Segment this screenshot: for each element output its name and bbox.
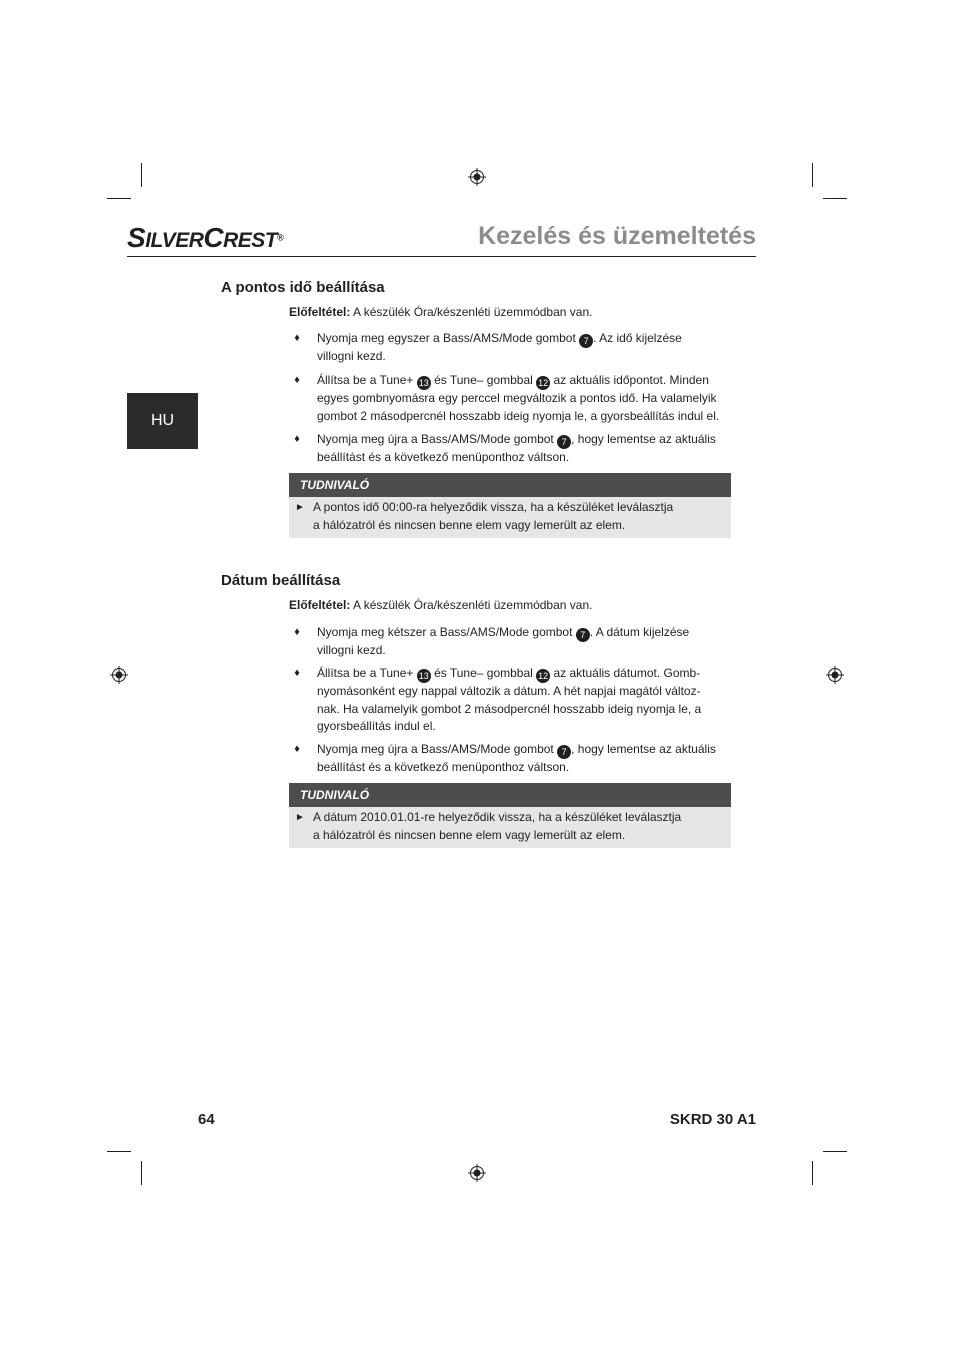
registration-mark-icon bbox=[468, 168, 486, 186]
precondition-text: A készülék Óra/készenléti üzemmódban van. bbox=[353, 305, 593, 319]
crop-mark bbox=[823, 198, 847, 199]
bullet-diamond-icon: ♦ bbox=[294, 667, 300, 679]
crop-mark bbox=[812, 163, 813, 187]
button-number-badge: 7 bbox=[576, 628, 590, 642]
precondition bbox=[289, 598, 592, 612]
section-heading-date: Dátum beállítása bbox=[221, 572, 341, 589]
button-number-badge: 7 bbox=[557, 435, 571, 449]
bullet-diamond-icon: ♦ bbox=[294, 374, 300, 386]
language-tab: HU bbox=[127, 393, 198, 449]
precondition-text: A készülék Óra/készenléti üzemmódban van. bbox=[353, 598, 593, 612]
button-number-badge: 7 bbox=[557, 745, 571, 759]
crop-mark bbox=[107, 198, 131, 199]
note-title: TUDNIVALÓ bbox=[289, 473, 731, 497]
page-number: 64 bbox=[198, 1111, 215, 1128]
header-divider bbox=[127, 256, 756, 257]
crop-mark bbox=[141, 1161, 142, 1185]
bullet-diamond-icon: ♦ bbox=[294, 743, 300, 755]
bullet-diamond-icon: ♦ bbox=[294, 626, 300, 638]
crop-mark bbox=[823, 1151, 847, 1152]
section-heading-time: A pontos idő beállítása bbox=[221, 279, 385, 296]
button-number-badge: 12 bbox=[538, 378, 549, 388]
crop-mark bbox=[812, 1161, 813, 1185]
arrow-right-icon: ► bbox=[295, 502, 305, 513]
button-number-badge: 12 bbox=[538, 671, 549, 681]
bullet-diamond-icon: ♦ bbox=[294, 433, 300, 445]
precondition-label: Előfeltétel: bbox=[289, 598, 351, 612]
precondition-label: Előfeltétel: bbox=[289, 305, 351, 319]
crop-mark bbox=[141, 163, 142, 187]
brand-logo: SILVERCREST® bbox=[127, 222, 284, 253]
bullet-diamond-icon: ♦ bbox=[294, 332, 300, 344]
registration-mark-icon bbox=[110, 666, 128, 684]
note-box bbox=[289, 473, 731, 538]
note-body: ► A dátum 2010.01.01-re helyeződik vissza, ha a készüléket leválasztja a hálózatról és nincsen benne elem vagy lemerült az elem. bbox=[289, 807, 731, 848]
registration-mark-icon bbox=[468, 1164, 486, 1182]
button-number-badge: 13 bbox=[418, 671, 429, 681]
crop-mark bbox=[107, 1151, 131, 1152]
note-box bbox=[289, 783, 731, 848]
button-number-badge: 7 bbox=[579, 334, 593, 348]
button-number-badge: 13 bbox=[418, 378, 429, 388]
page-title: Kezelés és üzemeltetés bbox=[478, 222, 756, 250]
note-body: ► A pontos idő 00:00-ra helyeződik vissza, ha a készüléket leválasztja a hálózatról és nincsen benne elem vagy lemerült az elem. bbox=[289, 497, 731, 538]
precondition bbox=[289, 305, 592, 319]
model-number: SKRD 30 A1 bbox=[669, 1111, 756, 1128]
note-title: TUDNIVALÓ bbox=[289, 783, 731, 807]
registration-mark-icon bbox=[826, 666, 844, 684]
arrow-right-icon: ► bbox=[295, 812, 305, 823]
